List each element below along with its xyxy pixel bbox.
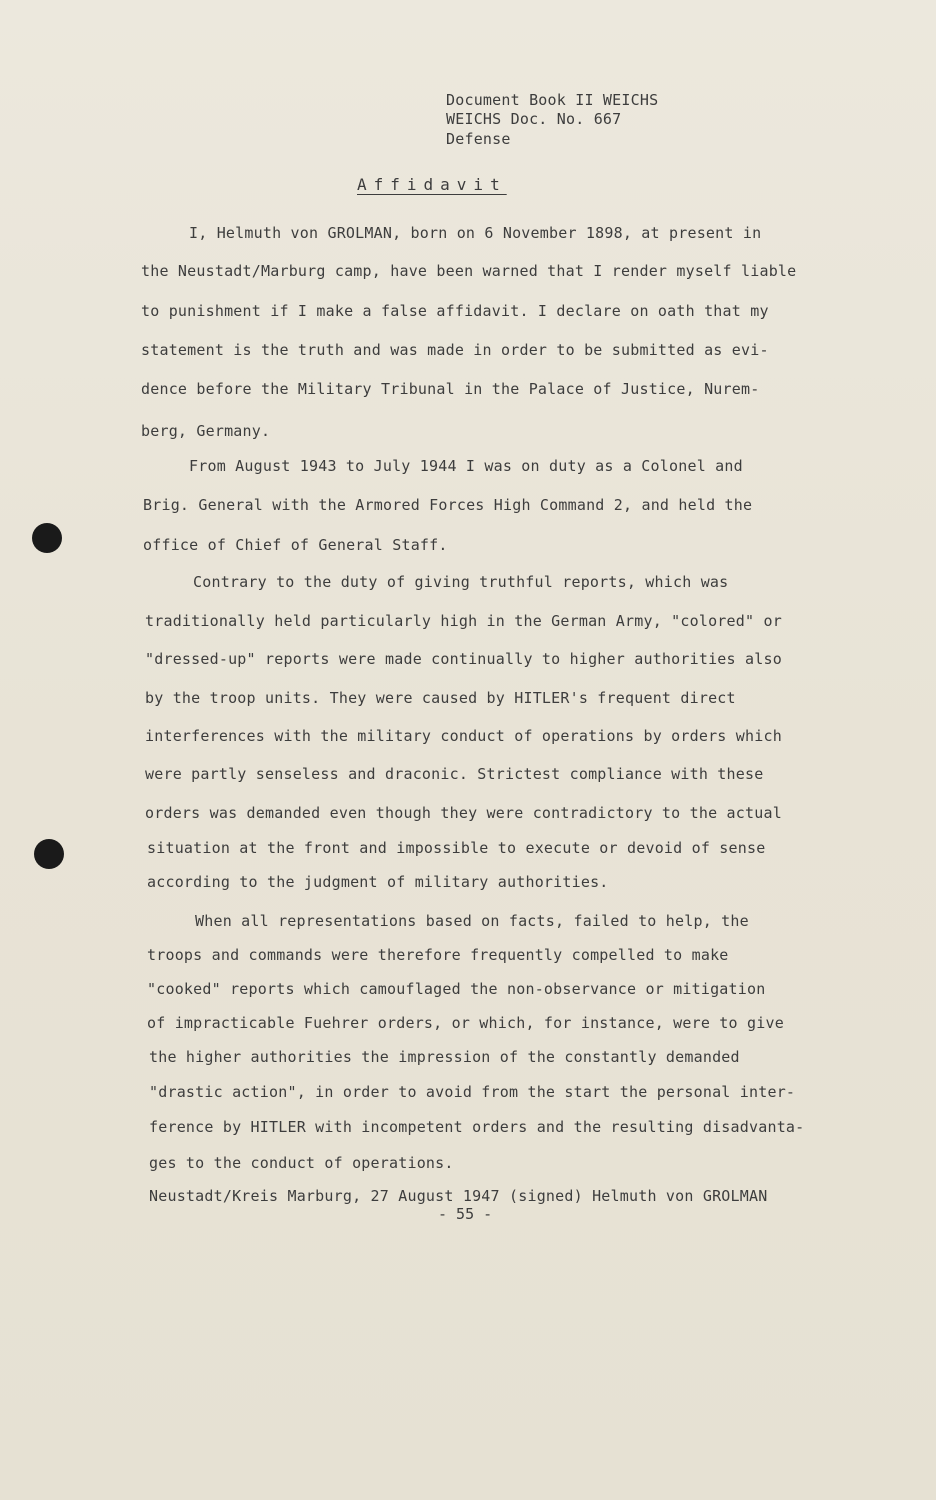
text-line: orders was demanded even though they were contradictory to the actual [145, 804, 782, 822]
text-line: of impracticable Fuehrer orders, or which, for instance, were to give [147, 1014, 784, 1032]
text-line: "drastic action", in order to avoid from the start the personal inter- [149, 1083, 796, 1101]
punch-hole-top [32, 523, 62, 553]
text-line: Brig. General with the Armored Forces High Command 2, and held the [143, 496, 753, 514]
text-line: dence before the Military Tribunal in the Palace of Justice, Nurem- [141, 380, 760, 398]
text-line: the higher authorities the impression of the constantly demanded [149, 1048, 740, 1066]
text-line: traditionally held particularly high in the German Army, "colored" or [145, 612, 782, 630]
text-line: to punishment if I make a false affidavit. I declare on oath that my [141, 302, 769, 320]
text-line: "dressed-up" reports were made continually to higher authorities also [145, 650, 782, 668]
text-line: were partly senseless and draconic. Strictest compliance with these [145, 765, 764, 783]
text-line: troops and commands were therefore frequently compelled to make [147, 946, 729, 964]
header-line-1: Document Book II WEICHS [446, 91, 659, 109]
header-line-2: WEICHS Doc. No. 667 [446, 110, 622, 128]
text-line: interferences with the military conduct of operations by orders which [145, 727, 782, 745]
text-line: "cooked" reports which camouflaged the non-observance or mitigation [147, 980, 766, 998]
punch-hole-bottom [34, 839, 64, 869]
document-title: Affidavit [357, 175, 507, 194]
text-line: ges to the conduct of operations. [149, 1154, 454, 1172]
text-line: ference by HITLER with incompetent orders and the resulting disadvanta- [149, 1118, 805, 1136]
text-line: according to the judgment of military authorities. [147, 873, 609, 891]
page-number: - 55 - [438, 1205, 493, 1223]
text-line: by the troop units. They were caused by HITLER's frequent direct [145, 689, 736, 707]
text-line: office of Chief of General Staff. [143, 536, 448, 554]
text-line: From August 1943 to July 1944 I was on duty as a Colonel and [189, 457, 743, 475]
text-line: situation at the front and impossible to execute or devoid of sense [147, 839, 766, 857]
text-line: statement is the truth and was made in order to be submitted as evi- [141, 341, 769, 359]
signature-line: Neustadt/Kreis Marburg, 27 August 1947 (signed) Helmuth von GROLMAN [149, 1187, 768, 1205]
text-line: the Neustadt/Marburg camp, have been warned that I render myself liable [141, 262, 797, 280]
text-line: berg, Germany. [141, 422, 271, 440]
text-line: Contrary to the duty of giving truthful reports, which was [193, 573, 729, 591]
text-line: When all representations based on facts, failed to help, the [195, 912, 749, 930]
text-line: I, Helmuth von GROLMAN, born on 6 November 1898, at present in [189, 224, 762, 242]
header-line-3: Defense [446, 130, 511, 148]
